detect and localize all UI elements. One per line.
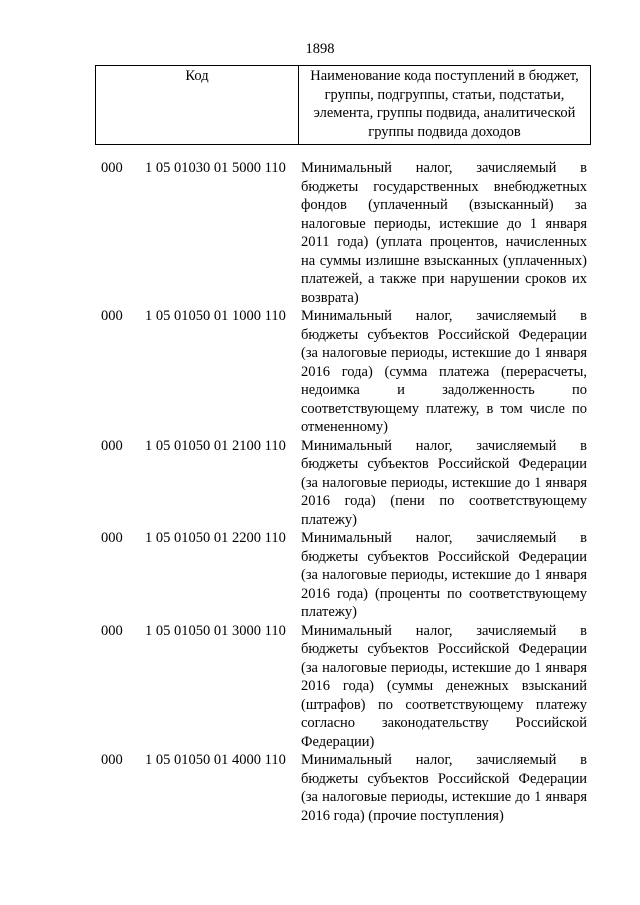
header-name-column: Наименование кода поступлений в бюджет, группы, подгруппы, статьи, подстатьи, элемента, группы подвида, аналитической группы подвида доходов [310,68,579,140]
row-admin-code: 000 [101,160,123,176]
table-header [95,65,591,145]
table-row [0,622,640,752]
header-code-column: Код [96,66,299,144]
row-revenue-code: 1 05 01050 01 3000 110 [145,622,286,639]
row-revenue-code: 1 05 01050 01 2200 110 [145,530,286,546]
row-admin-code: 000 [101,752,123,768]
row-revenue-name: Минимальный налог, зачисляемый в бюджеты государственных внебюджетных фондов (уплаченный (взысканный) за налоговые периоды, истекшие до 1 января 2011 года) (уплата процентов, начисленных на суммы излишне взысканных (уплаченных) платежей, а также при нарушении сроков их возврата) [301,160,587,306]
row-revenue-code: 1 05 01050 01 4000 110 [145,752,286,768]
row-revenue-name: Минимальный налог, зачисляемый в бюджеты субъектов Российской Федерации (за налоговые периоды, истекшие до 1 января 2016 года) (сумма платежа (перерасчеты, недоимка и задолженность по соответствующему платежу, в том числе по отмененному) [301,308,587,435]
page-number: 1898 [305,41,335,57]
table-row [0,751,640,825]
table-row [0,307,640,437]
row-admin-code: 000 [101,530,123,546]
row-revenue-code: 1 05 01050 01 1000 110 [145,308,286,324]
table-body [0,159,640,825]
row-admin-code: 000 [101,308,123,324]
row-admin-code: 000 [101,437,123,454]
table-row [0,437,640,530]
row-revenue-name: Минимальный налог, зачисляемый в бюджеты субъектов Российской Федерации (за налоговые периоды, истекшие до 1 января 2016 года) (пени по соответствующему платежу) [301,437,587,528]
table-row [0,159,640,307]
row-revenue-code: 1 05 01050 01 2100 110 [145,437,286,454]
row-revenue-name: Минимальный налог, зачисляемый в бюджеты субъектов Российской Федерации (за налоговые периоды, истекшие до 1 января 2016 года) (прочие поступления) [301,752,587,824]
table-row [0,529,640,622]
row-revenue-name: Минимальный налог, зачисляемый в бюджеты субъектов Российской Федерации (за налоговые периоды, истекшие до 1 января 2016 года) (проценты по соответствующему платежу) [301,530,587,620]
row-admin-code: 000 [101,622,123,639]
row-revenue-code: 1 05 01030 01 5000 110 [145,160,286,176]
row-revenue-name: Минимальный налог, зачисляемый в бюджеты субъектов Российской Федерации (за налоговые периоды, истекшие до 1 января 2016 года) (суммы денежных взысканий (штрафов) по соответствующему платежу согласно законодательству Российской Федерации) [301,622,587,750]
